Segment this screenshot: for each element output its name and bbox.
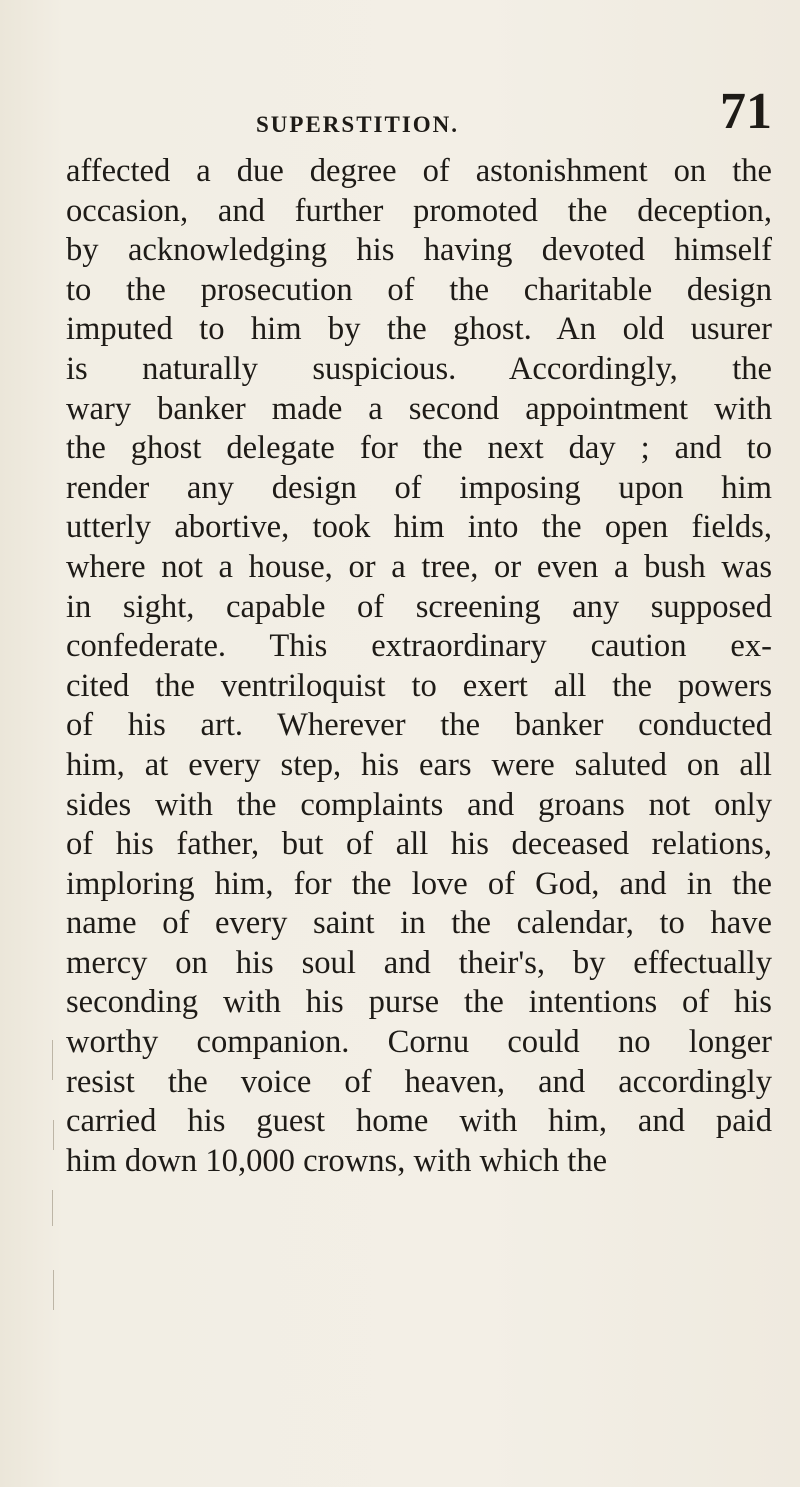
text-line-18: of his father, but of all his deceased relations, bbox=[66, 826, 772, 863]
text-line-21: mercy on his soul and their's, by effectually bbox=[66, 944, 772, 981]
text-line-2: occasion, and further promoted the deception, bbox=[66, 192, 772, 229]
text-line-6: is naturally suspicious. Accordingly, the bbox=[66, 350, 772, 387]
text-line-13: confederate. This extraordinary caution ex- bbox=[66, 628, 772, 665]
running-head bbox=[256, 82, 776, 140]
text-line-8: the ghost delegate for the next day ; and to bbox=[66, 430, 772, 467]
text-line-14: cited the ventriloquist to exert all the powers bbox=[66, 667, 772, 704]
text-line-23: worthy companion. Cornu could no longer bbox=[66, 1024, 772, 1061]
text-line-20: name of every saint in the calendar, to have bbox=[66, 905, 772, 942]
text-line-9: render any design of imposing upon him bbox=[66, 469, 772, 506]
text-body bbox=[66, 152, 772, 1181]
text-line-11: where not a house, or a tree, or even a bush was bbox=[66, 548, 772, 585]
text-line-15: of his art. Wherever the banker conducted bbox=[66, 707, 772, 744]
text-line-3: by acknowledging his having devoted himself bbox=[66, 232, 772, 269]
text-line-5: imputed to him by the ghost. An old usurer bbox=[66, 311, 772, 348]
text-line-7: wary banker made a second appointment with bbox=[66, 390, 772, 427]
text-line-25: carried his guest home with him, and paid bbox=[66, 1103, 772, 1140]
text-line-4: to the prosecution of the charitable design bbox=[66, 271, 772, 308]
text-line-26: him down 10,000 crowns, with which the bbox=[66, 1142, 608, 1179]
text-line-16: him, at every step, his ears were saluted on all bbox=[66, 746, 772, 783]
text-line-22: seconding with his purse the intentions of his bbox=[66, 984, 772, 1021]
text-line-19: imploring him, for the love of God, and in the bbox=[66, 865, 772, 902]
text-line-17: sides with the complaints and groans not only bbox=[66, 786, 772, 823]
text-line-10: utterly abortive, took him into the open fields, bbox=[66, 509, 772, 546]
text-line-1: affected a due degree of astonishment on the bbox=[66, 153, 772, 189]
running-title: SUPERSTITION. bbox=[256, 112, 460, 137]
text-line-12: in sight, capable of screening any supposed bbox=[66, 588, 772, 625]
page-number: 71 bbox=[720, 83, 772, 140]
text-line-24: resist the voice of heaven, and accordingly bbox=[66, 1063, 772, 1100]
gutter-shadow bbox=[50, 1040, 58, 1340]
